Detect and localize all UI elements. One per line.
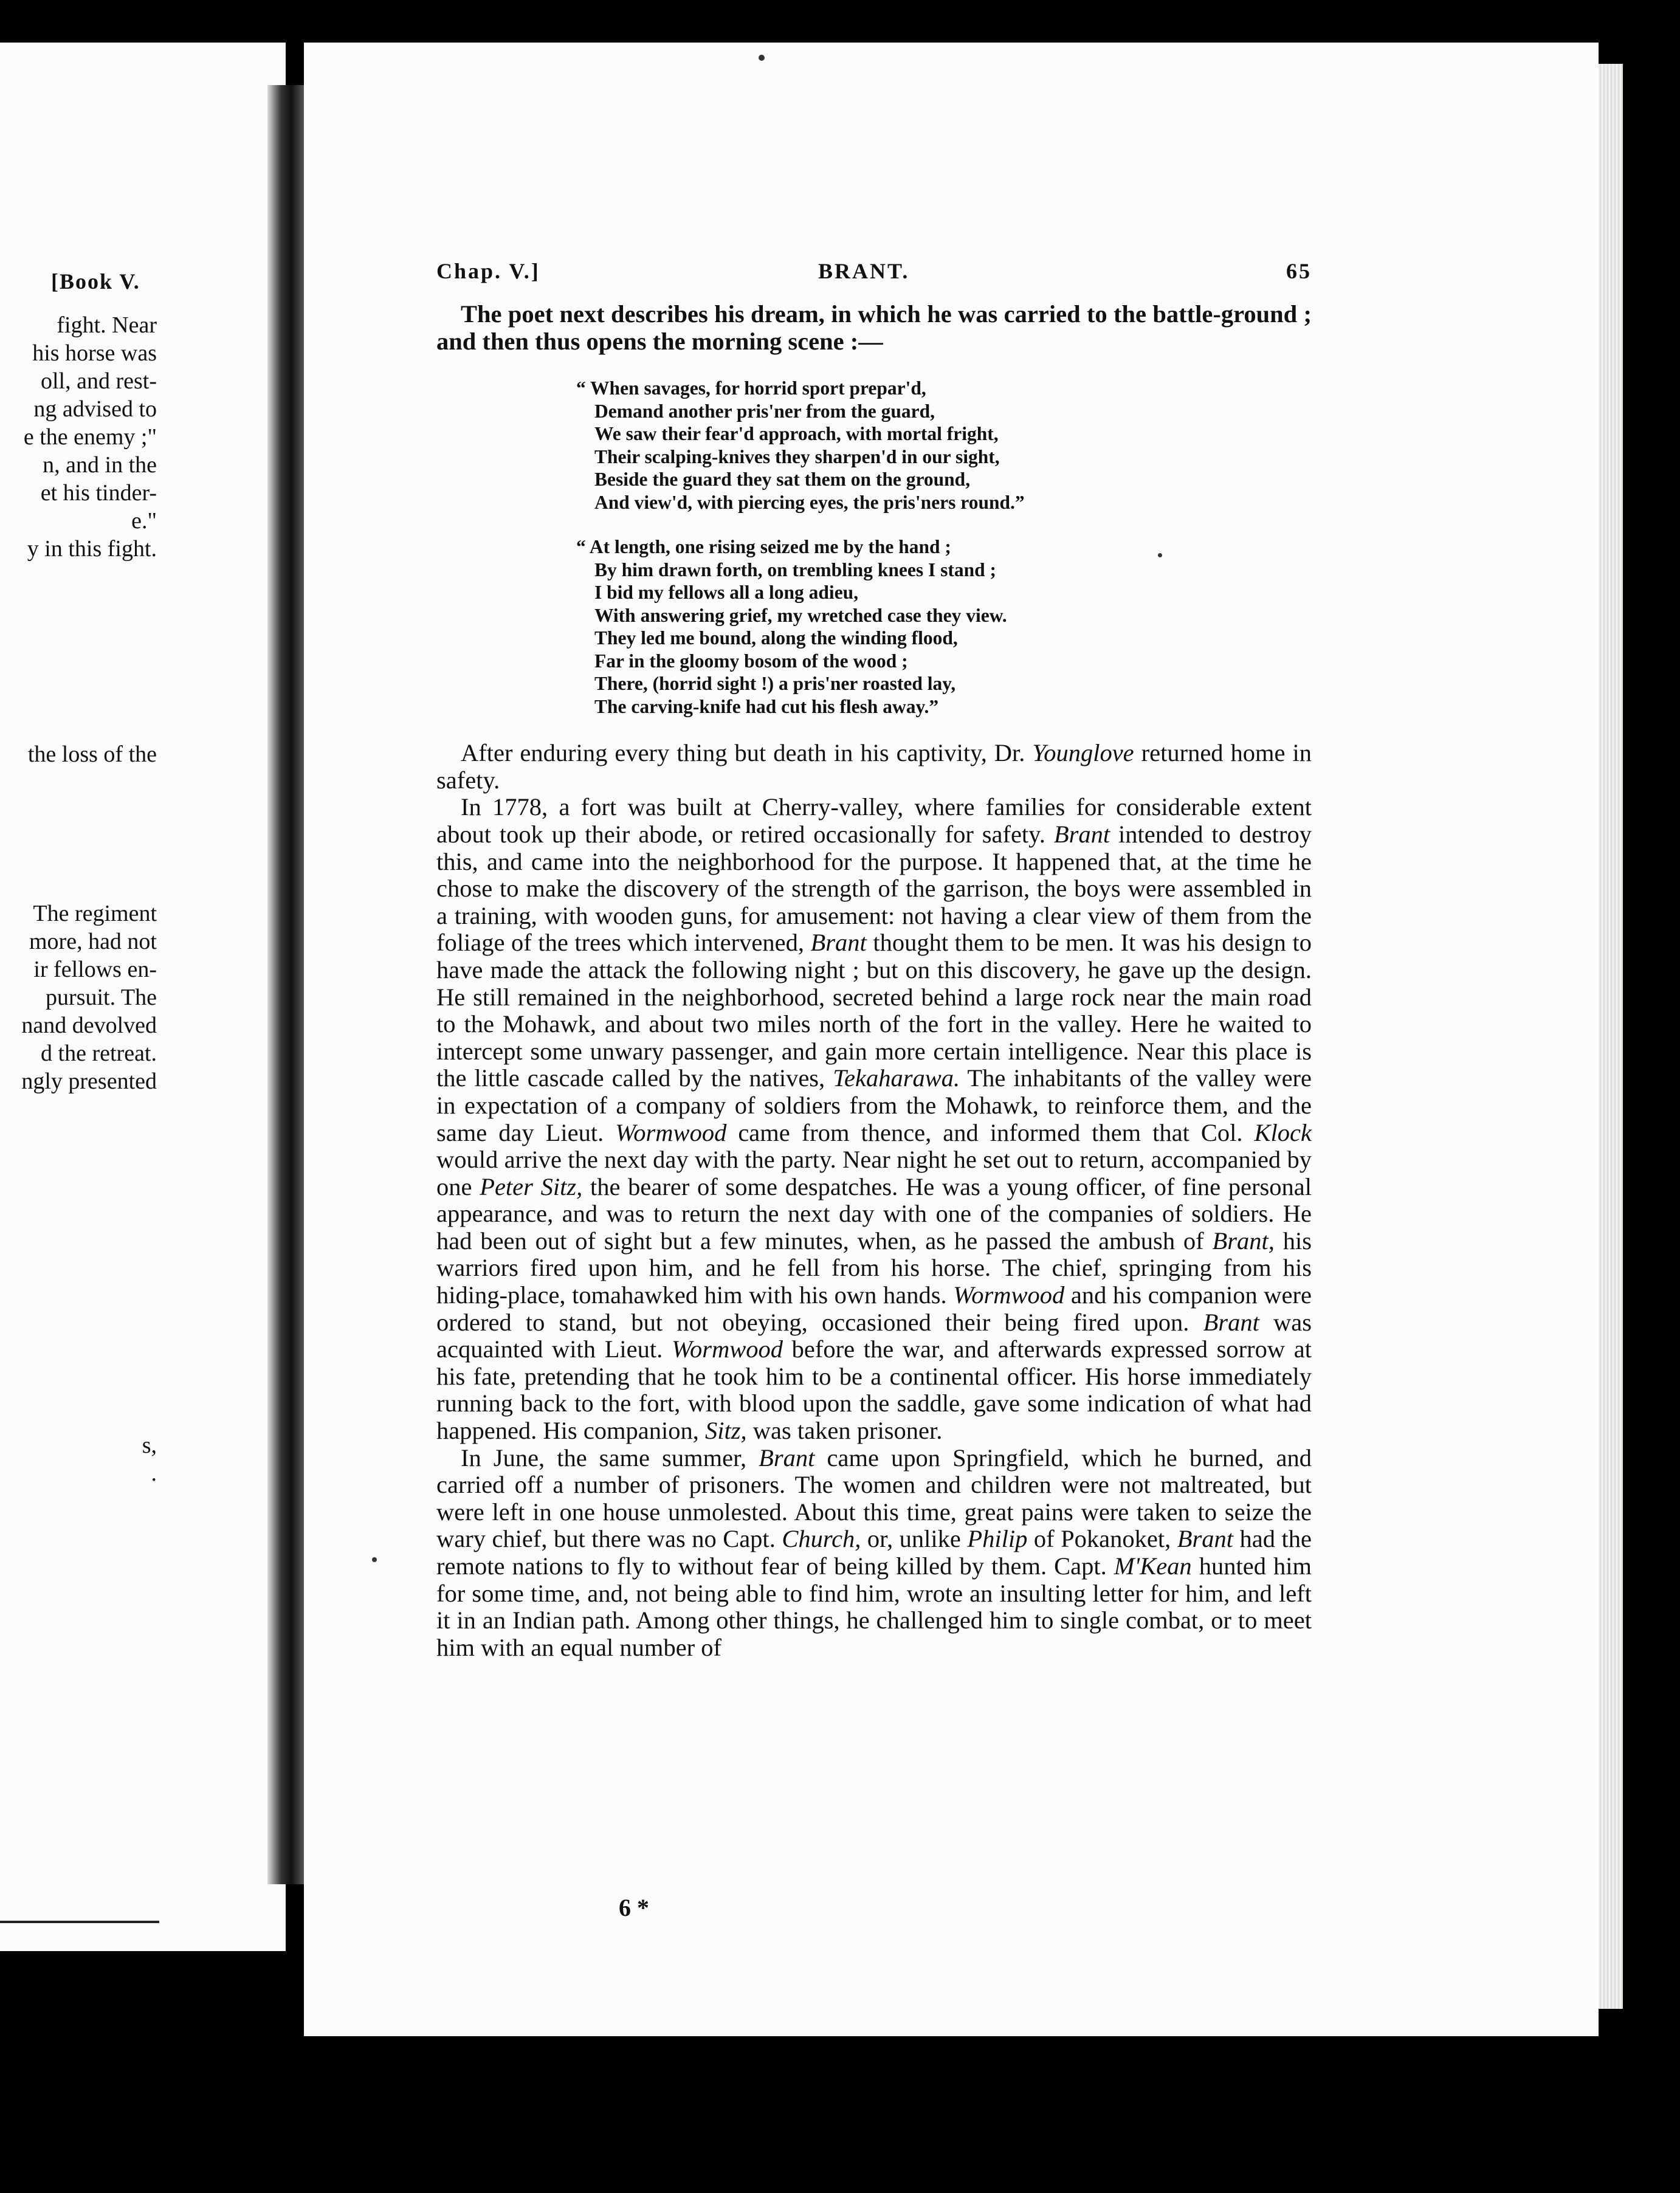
poem-line: With answering grief, my wretched case they view. xyxy=(594,604,1007,626)
facing-page-text-fragment: ir fellows en- xyxy=(33,957,157,982)
facing-page-text-fragment: n, and in the xyxy=(43,452,157,478)
facing-page-text-fragment: the loss of the xyxy=(27,742,157,767)
poem-line: And view'd, with piercing eyes, the pris'ners round.” xyxy=(594,491,1025,513)
running-title: BRANT. xyxy=(818,259,910,283)
facing-page-fragment xyxy=(0,43,286,1951)
paragraph-cherry-valley: In 1778, a fort was built at Cherry-valley, where families for considerable extent about took up their abode, or retired occasionally for safety. Brant intended to destroy this, and came into the neighborhood for the purpose. It happened that, at the time he chose to make the discovery of the strength of the garrison, the boys were assembled in a training, with wooden guns, for amusement: not having a clear view of them from the foliage of the trees which intervened, Brant thought them to be men. It was his design to have made the attack the following night ; but on this discovery, he gave up the design. He still remained in the neighborhood, secreted behind a large rock near the main road to the Mohawk, and about two miles north of the fort in the valley. Here he waited to intercept some unwary passenger, and gain more certain intelligence. Near this place is the little cascade called by the natives, Tekaharawa. The inhabitants of the valley were in expectation of a company of soldiers from the Mohawk, to reinforce them, and the same day Lieut. Wormwood came from thence, and informed them that Col. Klock would arrive the next day with the party. Near night he set out to return, accompanied by one Peter Sitz, the bearer of some despatches. He was a young officer, of fine personal appearance, and was to return the next day with one of the companies of soldiers. He had been out of sight but a few minutes, when, as he passed the ambush of Brant, his warriors fired upon him, and he fell from his horse. The chief, springing from his hiding-place, tomahawked him with his own hands. Wormwood and his companion were ordered to stand, but not obeying, occasioned their being fired upon. Brant was acquainted with Lieut. Wormwood before the war, and afterwards expressed sorrow at his fate, pretending that he took him to be a continental officer. His horse immediately running back to the fort, with blood upon the saddle, gave some indication of what had happened. His companion, Sitz, was taken prisoner. xyxy=(436,793,1312,1445)
poem-line: There, (horrid sight !) a pris'ner roasted lay, xyxy=(594,673,956,695)
chapter-label: Chap. V.] xyxy=(436,259,540,283)
facing-page-text-fragment: et his tinder- xyxy=(40,480,157,506)
facing-page-text-fragment: oll, and rest- xyxy=(40,368,157,394)
footnote-rule xyxy=(0,1921,159,1923)
poem-quotation xyxy=(576,377,1312,718)
signature-mark: 6 * xyxy=(619,1894,649,1921)
facing-page-text-fragment: y in this fight. xyxy=(27,536,157,562)
intro-paragraph: The poet next describes his dream, in which he was carried to the battle-ground ; and then thus opens the morning scene :— xyxy=(436,300,1312,355)
facing-page-text-fragment: ngly presented xyxy=(21,1069,157,1094)
facing-page-text-fragment: fight. Near xyxy=(57,312,157,338)
poem-line: We saw their fear'd approach, with mortal fright, xyxy=(594,423,999,445)
scan-speck xyxy=(372,1557,377,1562)
facing-page-text-fragment: s, xyxy=(142,1433,157,1458)
poem-line: “ When savages, for horrid sport prepar'd, xyxy=(576,377,926,399)
poem-line: By him drawn forth, on trembling knees I stand ; xyxy=(594,559,996,580)
facing-page-text-fragment: his horse was xyxy=(32,340,157,366)
poem-line: They led me bound, along the winding flood, xyxy=(594,627,958,649)
poem-line: Far in the gloomy bosom of the wood ; xyxy=(594,650,908,672)
facing-page-text-fragment: The regiment xyxy=(33,901,157,926)
facing-page-text-fragment: nand devolved xyxy=(21,1013,157,1038)
poem-line: Demand another pris'ner from the guard, xyxy=(594,400,935,422)
paragraph-springfield: In June, the same summer, Brant came upon Springfield, which he burned, and carried off a number of prisoners. The women and children were not maltreated, but were left in one house unmolested. About this time, great pains were taken to seize the wary chief, but there was no Capt. Church, or, unlike Philip of Pokanoket, Brant had the remote nations to fly to without fear of being killed by them. Capt. M'Kean hunted him for some time, and, not being able to find him, wrote an insulting letter for him, and left it in an Indian path. Among other things, he challenged him to single combat, or to meet him with an equal number of xyxy=(436,1444,1312,1661)
facing-page-text-fragment: ng advised to xyxy=(33,396,157,422)
facing-page-text-fragment: e the enemy ;" xyxy=(23,424,157,450)
poem-stanza xyxy=(576,377,1312,514)
page-number: 65 xyxy=(1286,259,1312,283)
facing-page-text-fragment: e." xyxy=(131,508,157,534)
poem-line: Their scalping-knives they sharpen'd in our sight, xyxy=(594,446,1000,467)
book-gutter xyxy=(267,85,307,1884)
scan-speck xyxy=(1158,553,1162,557)
poem-line: The carving-knife had cut his flesh away.” xyxy=(594,695,939,717)
poem-line: “ At length, one rising seized me by the hand ; xyxy=(576,536,951,558)
facing-page-header: [Book V. xyxy=(51,269,140,294)
paragraph-younglove: After enduring every thing but death in his captivity, Dr. Younglove returned home in safety. xyxy=(436,739,1312,794)
facing-page-text-fragment: more, had not xyxy=(29,929,157,954)
facing-page-text-fragment: d the retreat. xyxy=(41,1041,157,1066)
poem-line: I bid my fellows all a long adieu, xyxy=(594,582,859,604)
facing-page-text-fragment: . xyxy=(151,1461,157,1486)
facing-page-text-fragment: pursuit. The xyxy=(46,985,157,1010)
poem-stanza xyxy=(576,535,1312,718)
scan-speck xyxy=(759,55,765,61)
running-head xyxy=(436,258,1312,295)
body-text xyxy=(436,301,1312,1661)
poem-line: Beside the guard they sat them on the ground, xyxy=(594,469,971,491)
